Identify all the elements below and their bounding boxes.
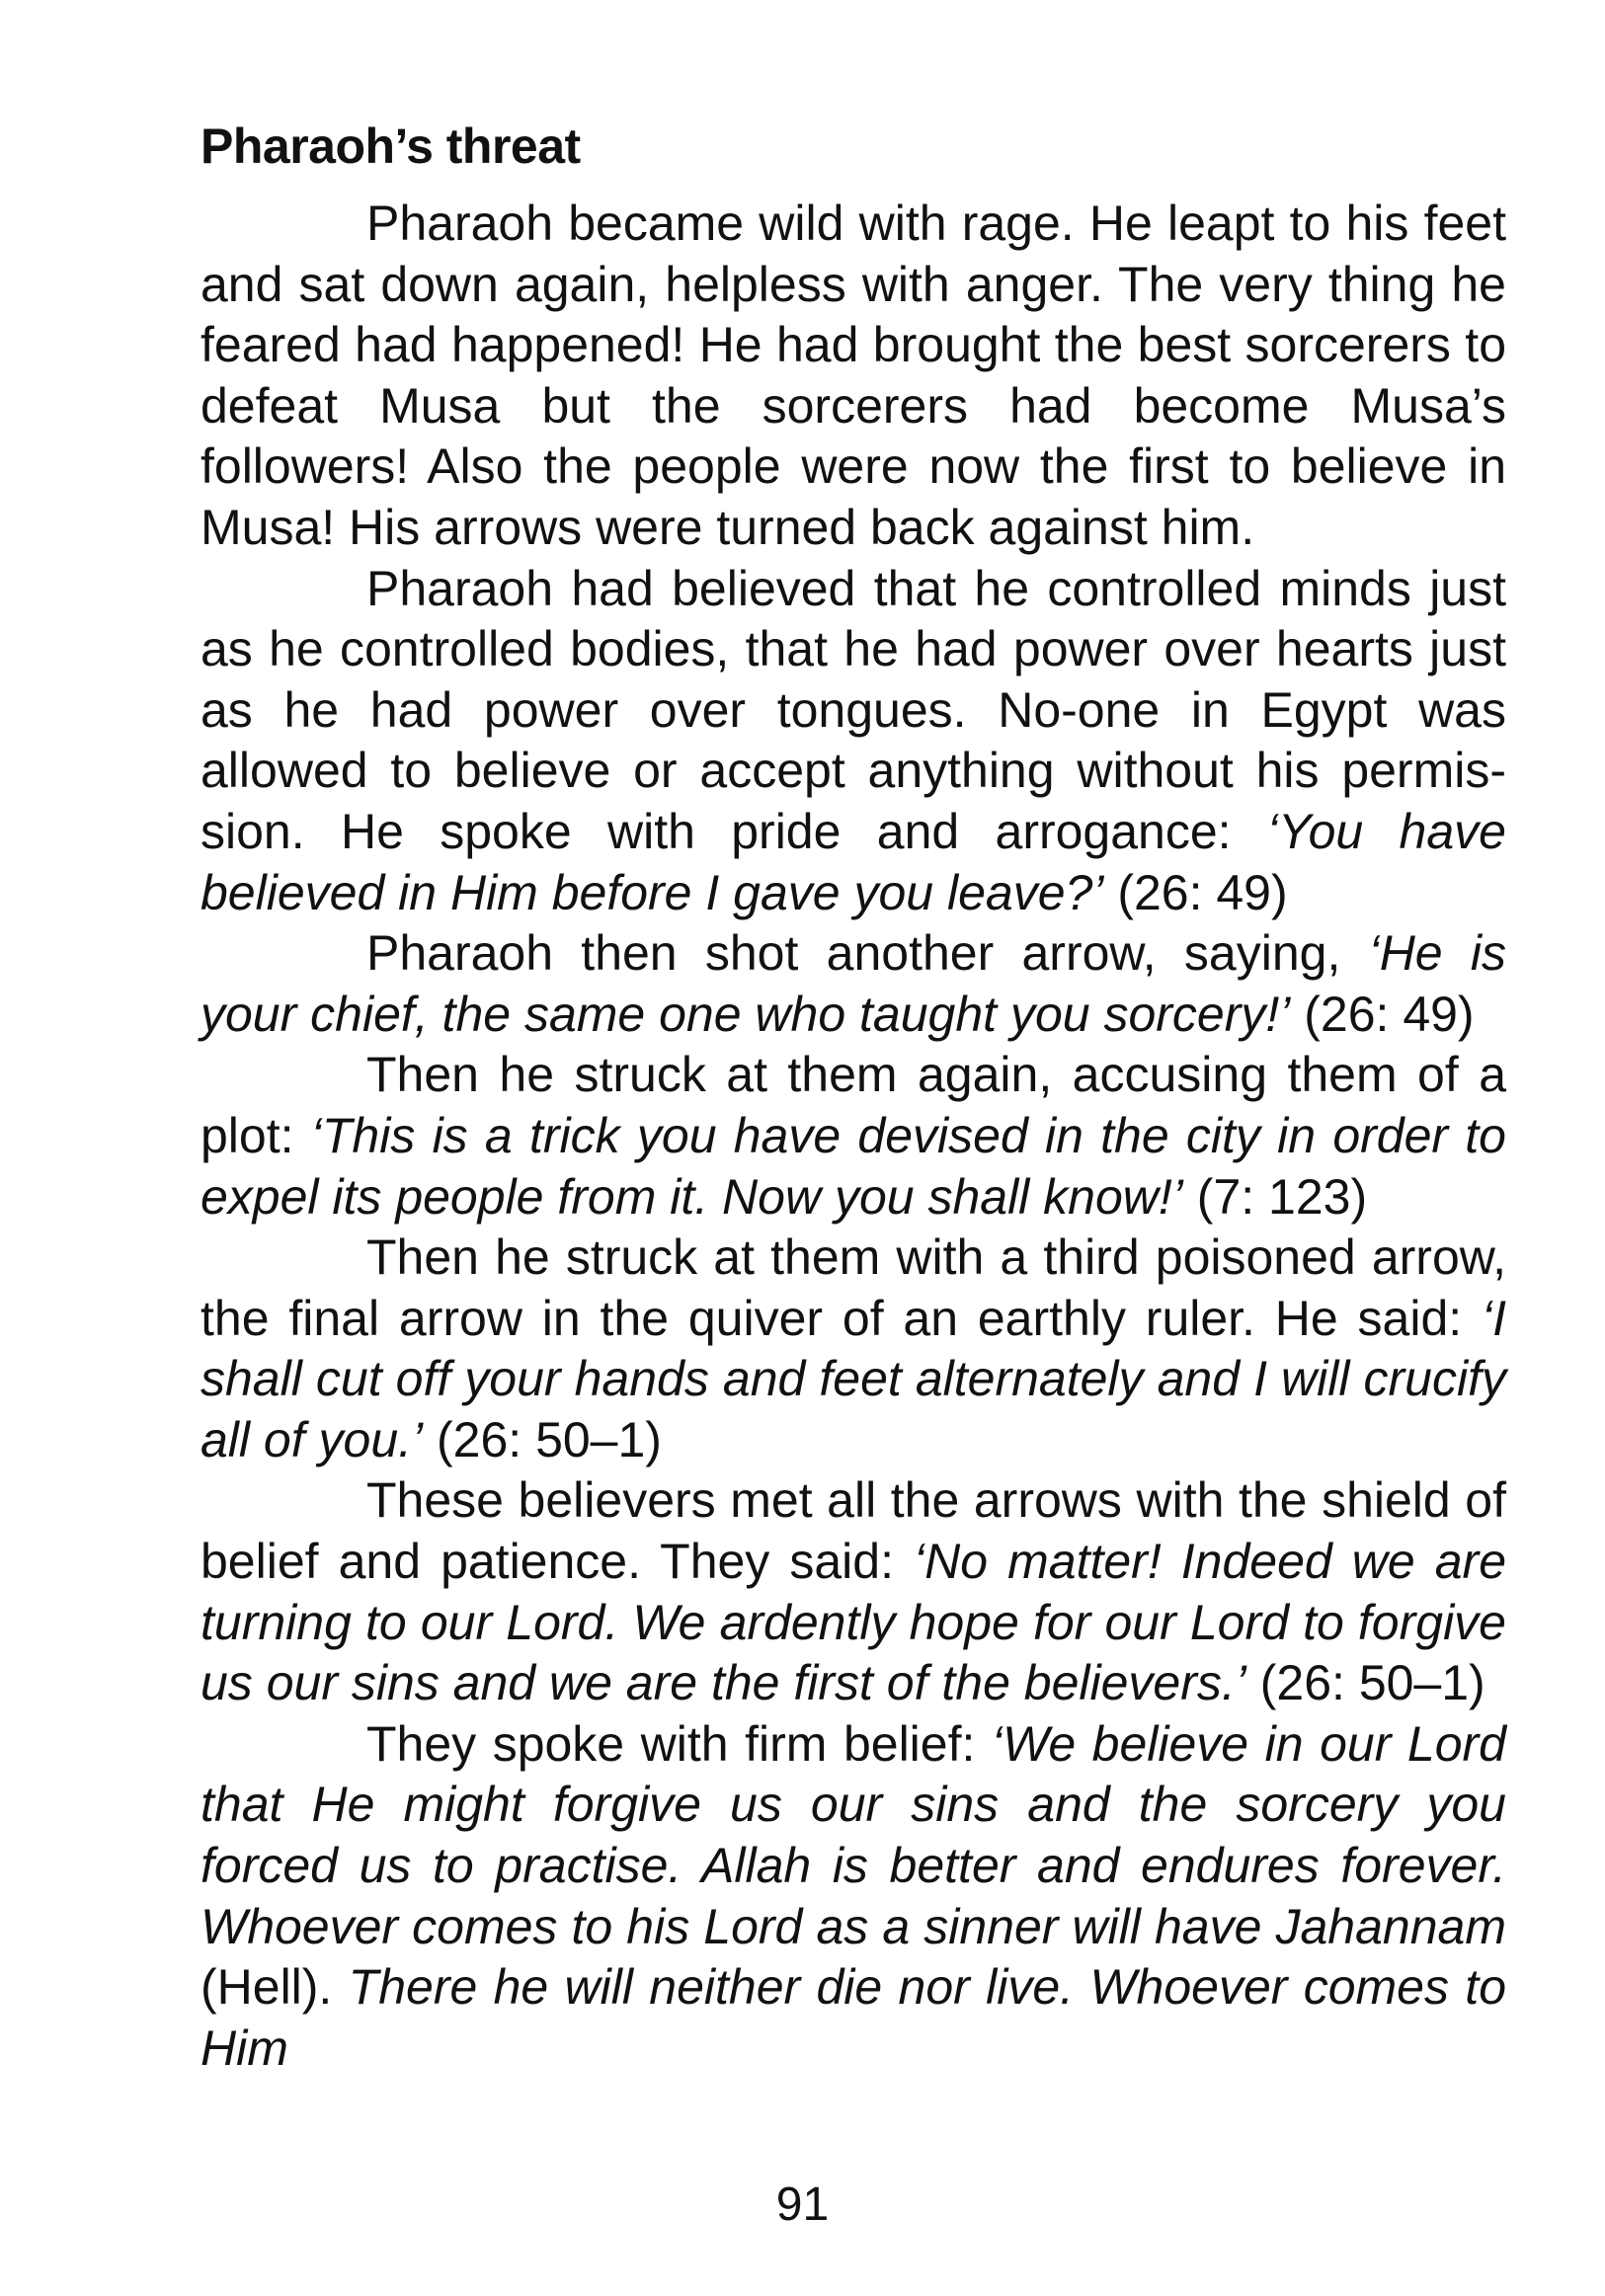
page-body (201, 117, 1506, 2079)
paragraph (201, 559, 1506, 924)
body-text: (26: 49) (1290, 986, 1475, 1042)
page-number: 91 (775, 2178, 830, 2231)
body-text: (26: 50–1) (1245, 1655, 1485, 1711)
paragraph (201, 1227, 1506, 1470)
paragraph (201, 194, 1506, 559)
paragraph (201, 1714, 1506, 2080)
quotation-text: ‘No matter! Indeed we are turning to our Lord. We ardently hope for our Lord to forgive us our sins and we are the first of the believers.’ (201, 1534, 1506, 1711)
body-text: These believers met all the arrows with the shield of belief and patience. They said: (201, 1472, 1506, 1590)
quotation-text: ‘You have believed in Him before I gave you leave?’ (201, 803, 1506, 920)
paragraph (201, 1470, 1506, 1713)
body-text: Pharaoh became wild with rage. He leapt to his feet and sat down again, helpless with anger. The very thing he feared had happened! He had brought the best sorcerers to defeat Musa but the sorcerers had become Musa’s followers! Also the people were now the first to believe in Musa! His arrows were turned back against him. (201, 196, 1506, 555)
body-text: They spoke with firm belief: (366, 1715, 992, 1772)
quotation-text: ‘This is a trick you have devised in the city in order to expel its people from it. Now you shall know!’ (201, 1107, 1506, 1225)
quotation-text: ‘He is your chief, the same one who taught you sorcery!’ (201, 925, 1506, 1042)
body-text: Then he struck at them again, accusing them of a plot: (201, 1047, 1506, 1163)
body-text: (Hell). (201, 1959, 349, 2016)
paragraph-list (201, 194, 1506, 2079)
body-text: Pharaoh had believed that he controlled minds just as he controlled bodies, that he had power over hearts just as he had power over tongues. No-one in Egypt was allowed to believe or accept anything without his permission. He spoke with pride and arrogance: (201, 560, 1506, 859)
quotation-text: There he will neither die nor live. Whoever comes to Him (201, 1959, 1507, 2076)
body-text: Pharaoh then shot another arrow, saying, (366, 925, 1369, 982)
body-text: (26: 49) (1103, 864, 1288, 920)
body-text: (26: 50–1) (423, 1411, 662, 1467)
paragraph (201, 923, 1506, 1045)
body-text: (7: 123) (1182, 1168, 1368, 1225)
body-text: Then he struck at them with a third poisoned arrow, the final arrow in the quiver of an earthly ruler. He said: (201, 1229, 1506, 1346)
section-heading: Pharaoh’s threat (201, 119, 581, 174)
quotation-text: ‘I shall cut off your hands and feet alternately and I will crucify all of you.’ (201, 1290, 1506, 1467)
paragraph (201, 1045, 1506, 1227)
quotation-text: ‘We believe in our Lord that He might forgive us our sins and the sorcery you forced us to practise. Allah is better and endures forever. Whoever comes to his Lord as a sinner will have Jahannam (201, 1715, 1506, 1954)
